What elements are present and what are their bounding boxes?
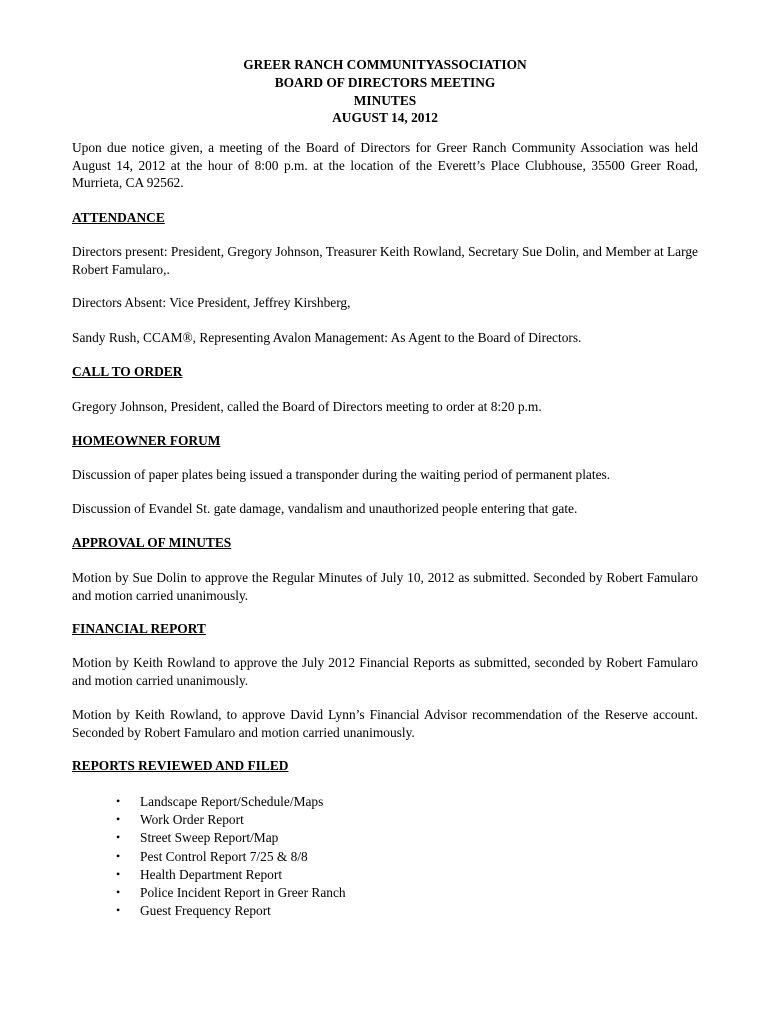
- intro-paragraph: Upon due notice given, a meeting of the Board of Directors for Greer Ranch Community Association was held August 14, 2012 at the hour of 8:00 p.m. at the location of the Everett’s Place Clubhouse, 35500 Greer Road, Murrieta, CA 92562.: [72, 140, 698, 190]
- management-agent: Sandy Rush, CCAM®, Representing Avalon Management: As Agent to the Board of Directors.: [72, 330, 582, 345]
- meeting-title: BOARD OF DIRECTORS MEETING: [274, 74, 496, 90]
- directors-present: Directors present: President, Gregory Johnson, Treasurer Keith Rowland, Secretary Sue Dolin, and Member at Large Robert Famularo,.: [72, 244, 698, 277]
- report-label: Work Order Report: [140, 812, 244, 828]
- association-title: GREER RANCH COMMUNITYASSOCIATION: [243, 57, 527, 72]
- approval-of-minutes-heading: APPROVAL OF MINUTES: [72, 535, 232, 550]
- forum-item-paper-plates: Discussion of paper plates being issued a transponder during the waiting period of permanent plates.: [72, 467, 611, 482]
- reports-heading: REPORTS REVIEWED AND FILED: [72, 758, 289, 773]
- list-item: [72, 811, 632, 829]
- report-label: Guest Frequency Report: [140, 903, 271, 919]
- bullet-icon: •: [116, 903, 121, 918]
- bullet-icon: •: [116, 794, 121, 808]
- list-item: [72, 829, 632, 847]
- report-label: Landscape Report/Schedule/Maps: [140, 794, 324, 809]
- homeowner-forum-heading: HOMEOWNER FORUM: [72, 433, 221, 448]
- list-item: [72, 848, 632, 866]
- bullet-icon: •: [116, 830, 121, 845]
- report-label: Pest Control Report 7/25 & 8/8: [140, 848, 308, 864]
- forum-item-gate-damage: Discussion of Evandel St. gate damage, vandalism and unauthorized people entering that gate.: [72, 501, 578, 516]
- list-item: [72, 866, 632, 884]
- list-item: [72, 902, 632, 920]
- call-to-order-text: Gregory Johnson, President, called the Board of Directors meeting to order at 8:20 p.m.: [72, 399, 542, 414]
- financial-motion-reports: Motion by Keith Rowland to approve the July 2012 Financial Reports as submitted, seconded by Robert Famularo and motion carried unanimously.: [72, 655, 698, 688]
- approval-motion: Motion by Sue Dolin to approve the Regular Minutes of July 10, 2012 as submitted. Seconded by Robert Famularo and motion carried unanimously.: [72, 570, 698, 603]
- directors-absent: Directors Absent: Vice President, Jeffrey Kirshberg,: [72, 295, 351, 310]
- financial-report-heading: FINANCIAL REPORT: [72, 621, 206, 636]
- bullet-icon: •: [116, 884, 121, 899]
- list-item: [72, 793, 632, 811]
- document-header: [0, 56, 770, 127]
- bullet-icon: •: [116, 866, 121, 881]
- attendance-heading: ATTENDANCE: [72, 210, 165, 225]
- call-to-order-heading: CALL TO ORDER: [72, 364, 183, 379]
- report-label: Health Department Report: [140, 866, 283, 882]
- minutes-title: MINUTES: [353, 92, 417, 108]
- reports-list: [72, 793, 632, 920]
- report-label: Police Incident Report in Greer Ranch: [140, 884, 346, 900]
- report-label: Street Sweep Report/Map: [140, 830, 279, 846]
- bullet-icon: •: [116, 812, 121, 827]
- list-item: [72, 884, 632, 902]
- financial-motion-reserve: Motion by Keith Rowland, to approve David Lynn’s Financial Advisor recommendation of the Reserve account. Seconded by Robert Famularo and motion carried unanimously.: [72, 707, 698, 740]
- bullet-icon: •: [116, 848, 121, 863]
- meeting-date: AUGUST 14, 2012: [332, 110, 438, 126]
